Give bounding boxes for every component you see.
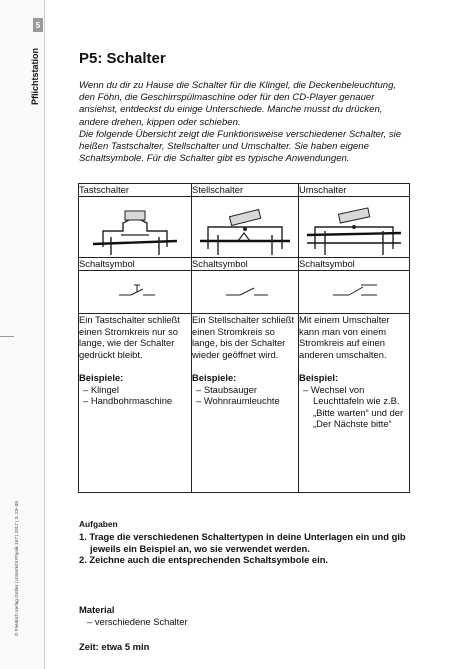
intro-paragraph: Wenn du dir zu Hause die Schalter für die Klingel, die Deckenbeleuchtung, den Föhn, die Geschirrspülmaschine oder für den CD-Player genauer ansiehst, entdeckst du einige Unterschiede. Manche musst du drücken, andere drehen, kippen oder schieben.: [79, 80, 397, 128]
umschalter-illustration: [299, 197, 410, 258]
intro-paragraph: Die folgende Übersicht zeigt die Funktionsweise verschiedener Schalter, sie heißen Tastschalter, Stellschalter und Umschalter. Sie haben eigene Schaltsymbole. Für die Schalter gibt es typische Anwendungen.: [79, 128, 402, 165]
section-label: Pflichtstation: [30, 47, 40, 105]
time-estimate: Zeit: etwa 5 min: [79, 641, 150, 652]
header-stellschalter: Stellschalter: [192, 184, 299, 197]
examples-list: [192, 384, 298, 407]
symbol-header-tast: Schaltsymbol: [79, 258, 192, 271]
example-item: – Staubsauger: [196, 383, 257, 395]
material-item: – verschiedene Schalter: [87, 616, 188, 627]
tastschalter-description-cell: [79, 314, 192, 493]
umschalter-description-cell: [299, 314, 410, 493]
tasks-list: [79, 531, 414, 566]
example-item: – Klingel: [83, 383, 119, 395]
task-item: 1. Trage die verschiedenen Schaltertypen in deine Unterlagen ein und gib jeweils ein Beispiel an, wo sie verwendet werden.: [79, 531, 406, 554]
symbol-header-um: Schaltsymbol: [299, 258, 410, 271]
examples-title: Beispiele:: [192, 372, 237, 383]
example-item: – Handbohrmaschine: [83, 395, 173, 406]
example-item: – Wohnraumleuchte: [196, 395, 280, 406]
sidebar: [0, 0, 45, 669]
symbol-header-stell: Schaltsymbol: [192, 258, 299, 271]
examples-list: [299, 384, 409, 430]
tastschalter-illustration: [79, 197, 192, 258]
examples-title: Beispiele:: [79, 372, 124, 383]
stellschalter-illustration: [192, 197, 299, 258]
task-item: 2. Zeichne auch die entsprechenden Schaltsymbole ein.: [79, 554, 329, 566]
tasks-heading: Aufgaben: [79, 519, 118, 529]
example-item: – Wechsel von Leuchttafeln wie z.B. „Bitte warten“ und der „Der Nächste bitte“: [303, 383, 404, 429]
umschalter-symbol: [299, 271, 410, 314]
description-text: Ein Tastschalter schließt einen Stromkreis nur so lange, wie der Schalter gedrückt bleibt.: [79, 314, 180, 360]
examples-list: [79, 384, 191, 407]
stellschalter-symbol: [192, 271, 299, 314]
tastschalter-symbol: [79, 271, 192, 314]
stellschalter-description-cell: [192, 314, 299, 493]
examples-title: Beispiel:: [299, 372, 339, 383]
page-title: P5: Schalter: [79, 50, 166, 67]
header-umschalter: Umschalter: [299, 184, 410, 197]
copyright-note: © Friedrich Verlag GmbH | Unterricht Physik 157 | 2017 | S. 23–38: [14, 501, 19, 636]
description-text: Ein Stellschalter schließt einen Stromkreis so lange, bis der Schalter wieder geöffnet wird.: [192, 314, 295, 360]
intro-text: [79, 80, 409, 165]
header-tastschalter: Tastschalter: [79, 184, 192, 197]
page-number: 5: [33, 18, 43, 32]
material-heading: Material: [79, 604, 115, 615]
description-text: Mit einem Umschalter kann man von einem Stromkreis auf einen anderen umschalten.: [299, 314, 390, 360]
switch-overview-table: [78, 183, 410, 493]
margin-mark: [0, 336, 14, 337]
